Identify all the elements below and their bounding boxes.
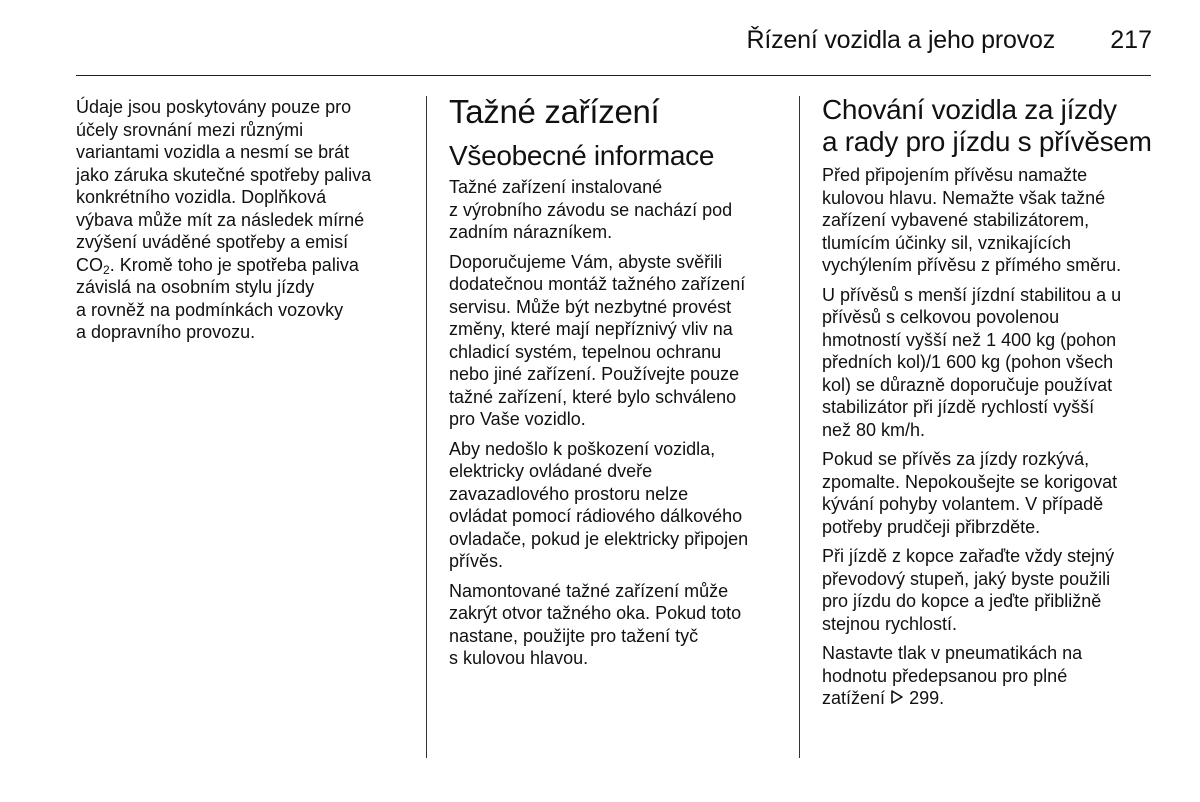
text-fragment: zatížení [822,688,886,708]
body-paragraph [822,642,1152,687]
text-line: dodatečnou montáž tažného zařízení [449,274,746,294]
text-line: než 80 km/h. [822,419,926,440]
co2-line [76,254,421,277]
text-line: tažné zařízení, které bylo schváleno [449,386,737,407]
body-paragraph [822,545,1152,635]
text-line: s kulovou hlavou. [449,648,589,668]
middle-paragraphs [449,176,784,670]
body-paragraph [449,438,784,573]
text-line: nastane, použijte pro tažení tyč [449,625,699,646]
text-line: stabilizátor při jízdě rychlostí vyšší [822,397,1095,417]
text-line: konkrétního vozidla. Doplňková [76,187,327,207]
co2-subscript: 2 [103,262,110,277]
page-reference-number[interactable]: 299 [909,688,940,708]
text-line: zavazadlového prostoru nelze [449,483,689,504]
text-line: Namontované tažné zařízení může [449,580,729,601]
column-divider-1 [426,96,427,758]
text-line: účely srovnání mezi různými [76,119,304,140]
tyre-pressure-last-line [822,687,1152,711]
title-line: Chování vozidla za jízdy [822,94,1117,125]
text-line: zvýšení uváděné spotřeby a emisí [76,232,349,252]
text-line: Údaje jsou poskytovány pouze pro [76,97,352,117]
text-line: Nastavte tlak v pneumatikách na [822,643,1083,663]
section-title: Tažné zařízení [449,93,660,130]
body-paragraph [822,448,1152,538]
page-reference-arrow-icon[interactable] [890,688,904,711]
body-paragraph [822,284,1152,442]
left-column [76,96,421,351]
text-fragment: . [939,688,945,708]
text-line: ovladače, pokud je elektricky připojen [449,528,749,549]
text-line: a dopravního provozu. [76,322,256,342]
text-line: Aby nedošlo k poškození vozidla, [449,438,716,459]
text-line: závislá na osobním stylu jízdy [76,277,315,297]
text-line: jako záruka skutečné spotřeby paliva [76,164,372,185]
text-line: variantami vozidla a nesmí se brát [76,142,350,162]
text-line: výbava může mít za následek mírné [76,209,365,230]
body-paragraph [449,176,784,244]
text-line: U přívěsů s menší jízdní stabilitou a u [822,284,1122,305]
text-line: kulovou hlavu. Nemažte však tažné [822,187,1106,208]
text-line: z výrobního závodu se nachází pod [449,199,733,220]
running-header-title: Řízení vozidla a jeho provoz [746,26,1055,54]
text-line: pro jízdu do kopce a jeďte přibližně [822,591,1102,611]
header-divider [76,75,1151,76]
text-line: tlumícím účinky sil, vznikajících [822,232,1072,253]
text-line: přívěs. [449,551,504,571]
text-line [822,687,1152,711]
text-line: zakrýt otvor tažného oka. Pokud toto [449,603,742,623]
text-line: hmotností vyšší než 1 400 kg (pohon [822,329,1117,350]
text-line: servisu. Může být nezbytné provést [449,296,732,317]
text-line: nebo jiné zařízení. Používejte pouze [449,364,740,384]
subsection-title: Všeobecné informace [449,140,715,171]
text-line: zpomalte. Nepokoušejte se korigovat [822,471,1118,492]
middle-column [449,94,784,677]
text-line: změny, které mají nepříznivý vliv na [449,319,733,339]
text-line: kol) se důrazně doporučuje používat [822,374,1113,395]
text-line: potřeby prudčeji přibrzděte. [822,516,1041,537]
text-line: Pokud se přívěs za jízdy rozkývá, [822,449,1090,469]
right-column [822,94,1152,718]
text-line: zařízení vybavené stabilizátorem, [822,210,1090,230]
co2-line-rest: . Kromě toho je spotřeba paliva [109,254,359,275]
text-line: Při jízdě z kopce zařaďte vždy stejný [822,546,1115,566]
text-line: Před připojením přívěsu namažte [822,165,1088,185]
text-line: chladicí systém, tepelnou ochranu [449,341,722,362]
section-title-towing [822,94,1152,158]
text-line: převodový stupeň, jaký byste použili [822,568,1111,589]
text-line: Tažné zařízení instalované [449,177,663,197]
text-line: Doporučujeme Vám, abyste svěřili [449,251,723,272]
text-line: předních kol)/1 600 kg (pohon všech [822,352,1114,372]
title-line: a rady pro jízdu s přívěsem [822,126,1152,157]
text-line: a rovněž na podmínkách vozovky [76,299,344,320]
text-line: přívěsů s celkovou povolenou [822,307,1060,327]
text-line: stejnou rychlostí. [822,613,958,634]
fuel-consumption-paragraph [76,96,421,344]
text-line: kývání pohyby volantem. V případě [822,494,1104,514]
body-paragraph [449,580,784,670]
text-line: zadním nárazníkem. [449,222,613,242]
text-line: ovládat pomocí rádiového dálkového [449,506,743,526]
co2-text: CO [76,254,103,275]
page-number: 217 [1110,26,1152,54]
text-line: hodnotu předepsanou pro plné [822,665,1068,686]
right-paragraphs [822,164,1152,687]
text-line: elektricky ovládané dveře [449,461,653,481]
text-line: vychýlením přívěsu z přímého směru. [822,255,1122,275]
text-line: pro Vaše vozidlo. [449,409,586,429]
body-paragraph [449,251,784,431]
body-paragraph [822,164,1152,277]
column-divider-2 [799,96,800,758]
